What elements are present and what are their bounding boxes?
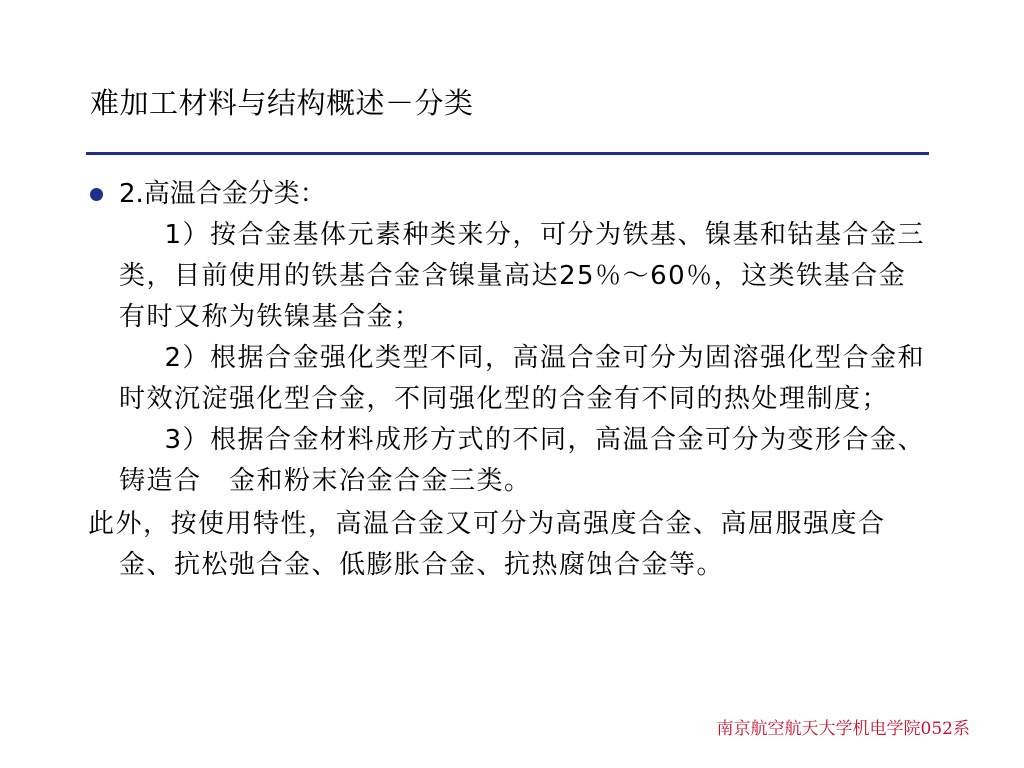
closing-paragraph: 此外，按使用特性，高温合金又可分为高强度合金、高屈服强度合金、抗松弛合金、低膨胀合金、抗热腐蚀合金等。 <box>88 509 886 580</box>
title-divider <box>86 152 929 155</box>
slide-title: 难加工材料与结构概述－分类 <box>90 86 474 120</box>
bullet-item <box>88 174 930 215</box>
paragraph-3: 3）根据合金材料成形方式的不同，高温合金可分为变形合金、铸造合 金和粉末冶金合金三类。 <box>119 425 926 496</box>
slide-body <box>88 174 930 586</box>
bullet-heading: 2.高温合金分类： <box>119 179 326 209</box>
paragraph-1: 1）按合金基体元素种类来分，可分为铁基、镍基和钴基合金三类，目前使用的铁基合金含镍量高达25％～60％，这类铁基合金有时又称为铁镍基合金； <box>119 220 926 332</box>
paragraph-2: 2）根据合金强化类型不同，高温合金可分为固溶强化型合金和时效沉淀强化型合金，不同强化型的合金有不同的热处理制度； <box>119 343 926 414</box>
bullet-dot-icon <box>90 188 103 201</box>
footer-institution: 南京航空航天大学机电学院052系 <box>716 719 970 739</box>
